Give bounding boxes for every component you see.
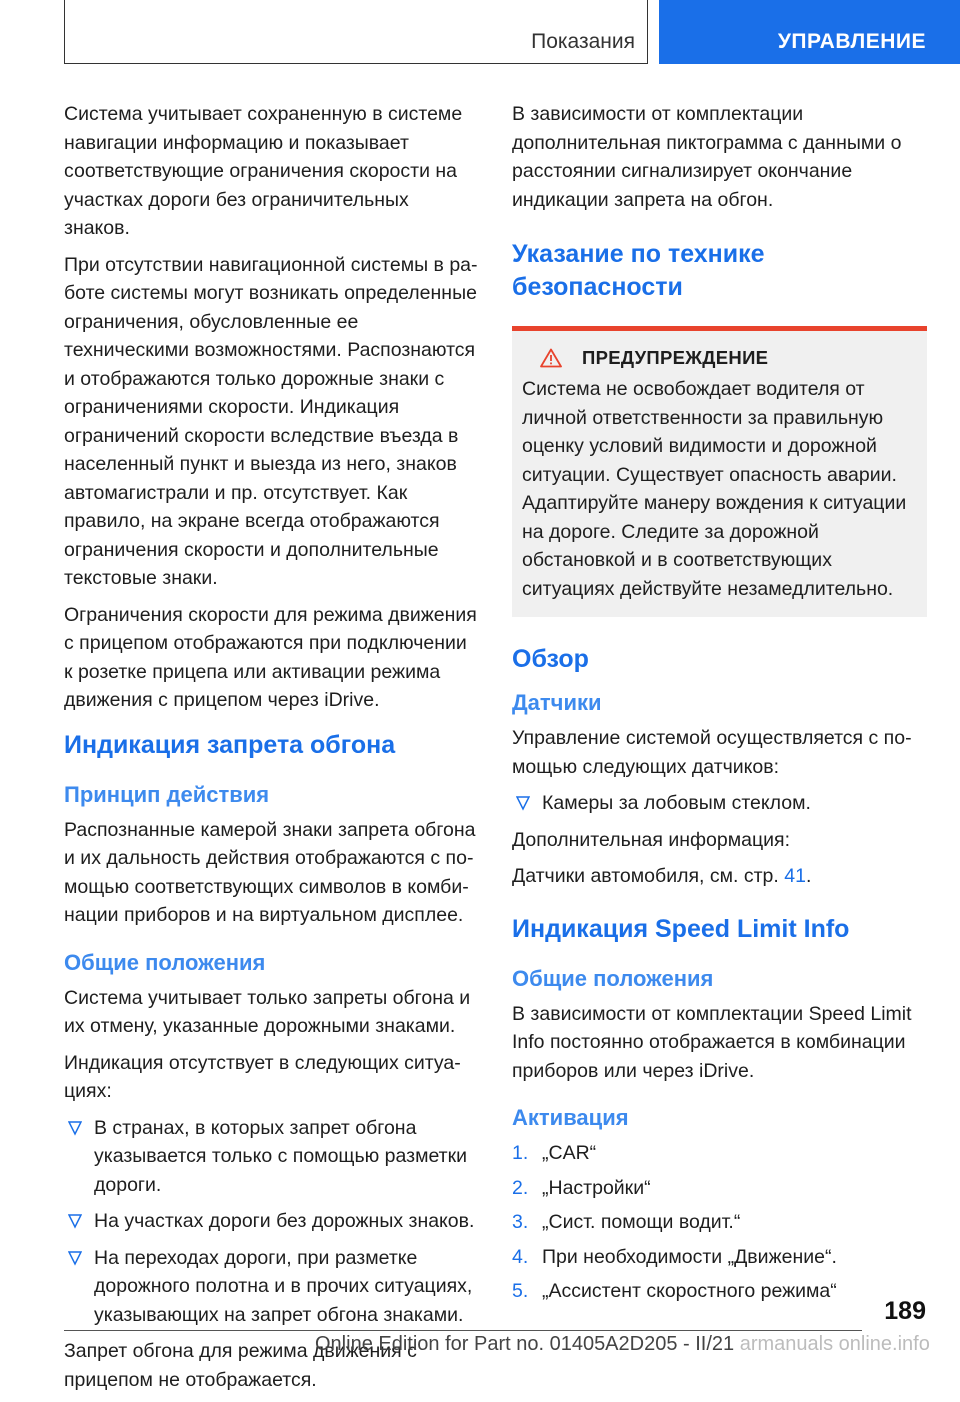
paragraph: Система учитывает сохраненную в системе навигации информацию и показывает соответствующие ограничения скорости на участках дороги без ограничительных знаков. [64, 103, 463, 239]
reference-suffix: . [805, 865, 812, 887]
step-item [512, 1243, 927, 1272]
list-item [64, 1114, 479, 1200]
header-section-tab [64, 0, 648, 64]
list-item-text: На участках дороги без дорожных знаков. [94, 1210, 475, 1232]
heading-general: Общие положения [64, 949, 266, 975]
step-item [512, 1139, 927, 1168]
step-number: 1. [512, 1142, 529, 1164]
bullet-list [512, 789, 927, 818]
footer-divider [64, 1330, 862, 1331]
footer-edition-text: Online Edition for Part no. 01405A2D205 - II/21 [315, 1333, 735, 1355]
triangle-bullet-icon [68, 1250, 82, 1266]
reference-text: Датчики автомобиля, см. стр. [512, 865, 785, 887]
list-item [64, 1207, 479, 1236]
header-chapter-tab [659, 0, 960, 64]
list-item [64, 1244, 479, 1330]
heading-activation: Активация [512, 1105, 629, 1130]
page-number: 189 [884, 1297, 926, 1325]
bullet-list [64, 1114, 479, 1330]
step-item [512, 1277, 927, 1306]
heading-principle: Принцип действия [64, 781, 270, 807]
paragraph-reference [512, 862, 927, 891]
warning-box [512, 326, 927, 617]
heading-sensors: Датчики [512, 690, 602, 715]
warning-header [522, 347, 917, 369]
paragraph: Управление системой осуществляется с помощью следующих датчиков: [512, 727, 912, 778]
step-text: „Сист. помощи водит.“ [542, 1211, 741, 1233]
steps-list [512, 1139, 927, 1306]
step-item [512, 1174, 927, 1203]
warning-text: Система не освобождает водителя от личной ответственности за правильную оценку условий видимости и дорожной ситуации. Существует опасность аварии. Адаптируйте манеру вождения к ситуации на дороге. Следите за дорожной обстановкой и в соответствующих ситуациях действуйте незамедлительно. [522, 378, 907, 600]
triangle-bullet-icon [68, 1213, 82, 1229]
list-item-text: На переходах дороги, при разметке дорожного полотна и в прочих ситуациях, указывающих на запрет обгона знаками. [94, 1246, 473, 1326]
warning-title: ПРЕДУПРЕЖДЕНИЕ [582, 347, 769, 368]
triangle-bullet-icon [516, 795, 530, 811]
list-item-text: Камеры за лобовым стеклом. [542, 792, 811, 814]
footer-edition [315, 1333, 930, 1356]
heading-overview: Обзор [512, 645, 589, 673]
step-text: „CAR“ [542, 1142, 597, 1164]
paragraph: В зависимости от комплектации Speed Limit Info постоянно отображается в комбинации приборов или через iDrive. [512, 1002, 912, 1082]
right-column [512, 100, 927, 1312]
paragraph: Ограничения скорости для режима движения с прицепом отображаются при подключении к розетке прицепа или активации режима движения с прицепом через iDrive. [64, 603, 477, 711]
header-chapter-label: УПРАВЛЕНИЕ [777, 30, 926, 53]
paragraph: Запрет обгона для режима движения с прицепом не отображается. [64, 1340, 417, 1391]
triangle-bullet-icon [68, 1120, 82, 1136]
heading-speed-limit-info: Индикация Speed Limit Info [512, 914, 850, 943]
page-reference-link[interactable]: 41 [784, 865, 806, 887]
warning-triangle-icon [540, 348, 562, 368]
list-item-text: В странах, в которых запрет обгона указывается только с помощью разметки дороги. [94, 1116, 468, 1196]
step-number: 3. [512, 1211, 529, 1233]
heading-overtaking: Индикация запрета обгона [64, 730, 396, 759]
paragraph: В зависимости от комплектации дополнительная пиктограмма с данными о расстоянии сигнализирует окончание индикации запрета на обгон. [512, 103, 902, 211]
step-number: 4. [512, 1245, 529, 1268]
heading-safety: Указание по технике безопасности [512, 240, 765, 301]
header-section-label: Показания [531, 30, 635, 53]
step-text: „Настройки“ [542, 1176, 651, 1199]
step-text: „Ассистент скоростного режима“ [542, 1280, 837, 1302]
paragraph: При отсутствии навигационной системы в работе системы могут возникать определенные ограничения, обусловленные ее техническими возможностями. Распознаются и отображаются только дорожные знаки с ограничениями скорости. Индикация ограничений скорости вследствие въезда в населенный пункт и выезда из него, знаков автомагистрали и пр. отсутствует. Как правило, на экране всегда отображаются ограничения скорости и дополнительные текстовые знаки. [64, 253, 478, 589]
step-text: При необходимости „Движение“. [542, 1245, 837, 1268]
left-column [64, 100, 479, 1402]
step-item [512, 1208, 927, 1237]
step-number: 5. [512, 1280, 529, 1302]
paragraph: Распознанные камерой знаки запрета обгона и их дальность действия отображаются с помощью соответствующих символов в комбинации приборов и на виртуальном дисплее. [64, 818, 476, 926]
list-item [512, 789, 927, 818]
step-number: 2. [512, 1176, 529, 1199]
paragraph: Индикация отсутствует в следующих ситуациях: [64, 1051, 461, 1102]
footer-watermark: armanuals online.info [739, 1333, 930, 1355]
paragraph: Дополнительная информация: [512, 828, 791, 851]
paragraph: Система учитывает только запреты обгона и их отмену, указанные дорожными знаками. [64, 986, 471, 1037]
heading-general: Общие положения [512, 965, 714, 991]
